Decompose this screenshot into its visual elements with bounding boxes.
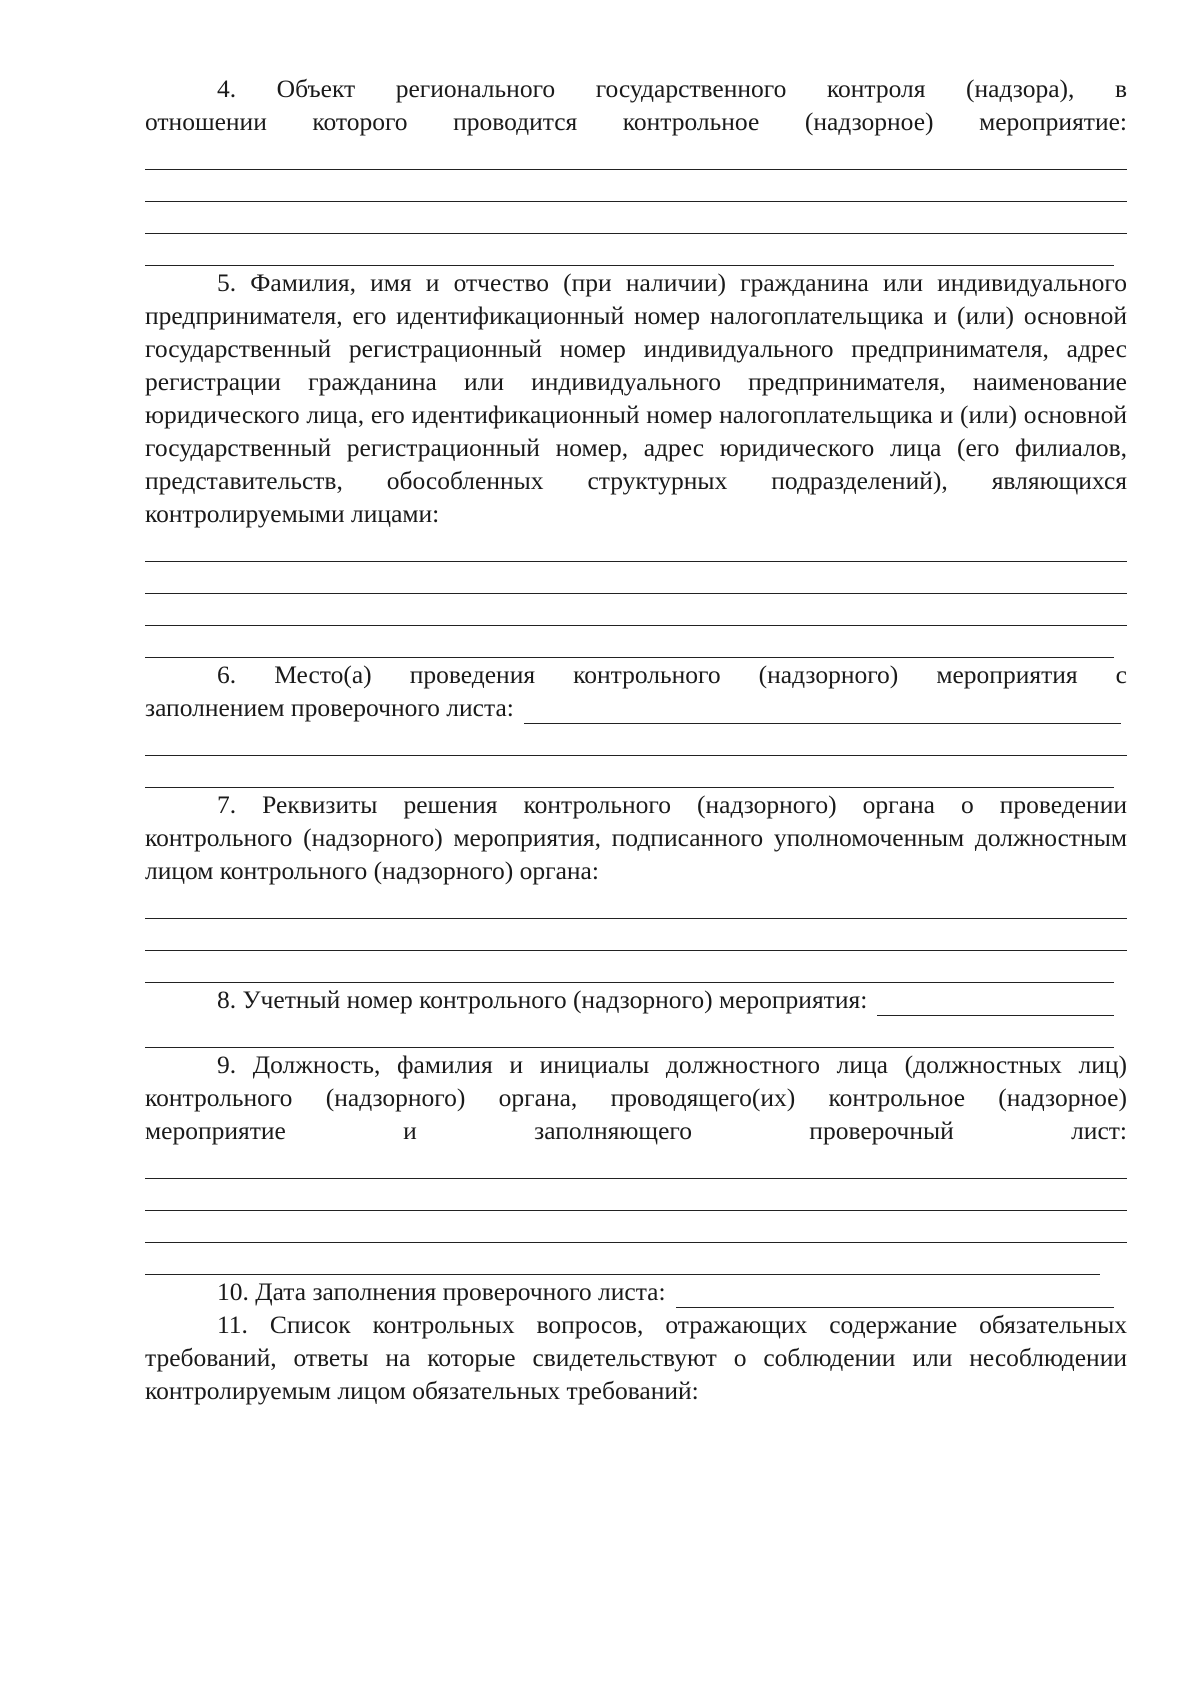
item-9-blank-4[interactable] <box>145 1243 1100 1275</box>
item-6-blank-2[interactable] <box>145 756 1114 788</box>
item-8-row <box>145 983 1114 1016</box>
item-4-line-2: отношении которого проводится контрольное (надзорное) мероприятие: <box>145 107 1127 136</box>
item-7-blank-3[interactable] <box>145 951 1114 983</box>
item-4-blank-4[interactable] <box>145 234 1114 266</box>
item-4-blank-2[interactable] <box>145 170 1127 202</box>
item-7-blank-1[interactable] <box>145 887 1127 919</box>
item-5-blank-3[interactable] <box>145 594 1127 626</box>
item-5-paragraph: 5. Фамилия, имя и отчество (при наличии) гражданина или индивидуального предпринимателя, его идентификационный номер налогоплательщика и (или) основной государственный регистрационный номер индивидуального предпринимателя, адрес регистрации гражданина или индивидуального предпринимателя, наименование юридического лица, его идентификационный номер налогоплательщика и (или) основной государственный регистрационный номер, адрес юридического лица (его филиалов, представительств, обособленных структурных подразделений), являющихся контролируемыми лицами: <box>145 268 1127 528</box>
item-7-blank-2[interactable] <box>145 919 1127 951</box>
item-11-paragraph: 11. Список контрольных вопросов, отражающих содержание обязательных требований, ответы на которые свидетельствуют о соблюдении или несоблюдении контролируемым лицом обязательных требований: <box>145 1310 1127 1405</box>
item-9-blank-1[interactable] <box>145 1147 1127 1179</box>
item-9-blank-3[interactable] <box>145 1211 1127 1243</box>
item-6-line-1: 6. Место(а) проведения контрольного (надзорного) мероприятия с <box>217 660 1127 689</box>
item-8-blank-1[interactable] <box>145 1016 1114 1048</box>
item-4-line-1: 4. Объект регионального государственного контроля (надзора), в <box>217 74 1127 103</box>
item-5-blank-4[interactable] <box>145 626 1114 658</box>
item-5-blank-2[interactable] <box>145 562 1127 594</box>
item-6-blank-1[interactable] <box>145 724 1127 756</box>
item-8-number-field[interactable] <box>877 988 1114 1016</box>
item-6-place-row <box>145 691 1121 724</box>
item-10-date-field[interactable] <box>676 1280 1114 1308</box>
item-10-label: 10. Дата заполнения проверочного листа: <box>217 1277 666 1306</box>
item-4-blank-1[interactable] <box>145 138 1127 170</box>
item-9-paragraph: 9. Должность, фамилия и инициалы должностного лица (должностных лиц) контрольного (надзорного) органа, проводящего(их) контрольное (надзорное) мероприятие и заполняющего проверочный лист: <box>145 1050 1127 1145</box>
item-9-blank-2[interactable] <box>145 1179 1127 1211</box>
item-8-label: 8. Учетный номер контрольного (надзорного) мероприятия: <box>217 985 868 1014</box>
document-page <box>145 72 1127 1407</box>
item-5-blank-1[interactable] <box>145 530 1127 562</box>
item-7-paragraph: 7. Реквизиты решения контрольного (надзорного) органа о проведении контрольного (надзорного) мероприятия, подписанного уполномоченным должностным лицом контрольного (надзорного) органа: <box>145 790 1127 885</box>
item-4-blank-3[interactable] <box>145 202 1127 234</box>
item-10-row <box>145 1275 1114 1308</box>
item-6-place-field[interactable] <box>524 696 1121 724</box>
item-6-line-2: заполнением проверочного листа: <box>145 693 514 722</box>
